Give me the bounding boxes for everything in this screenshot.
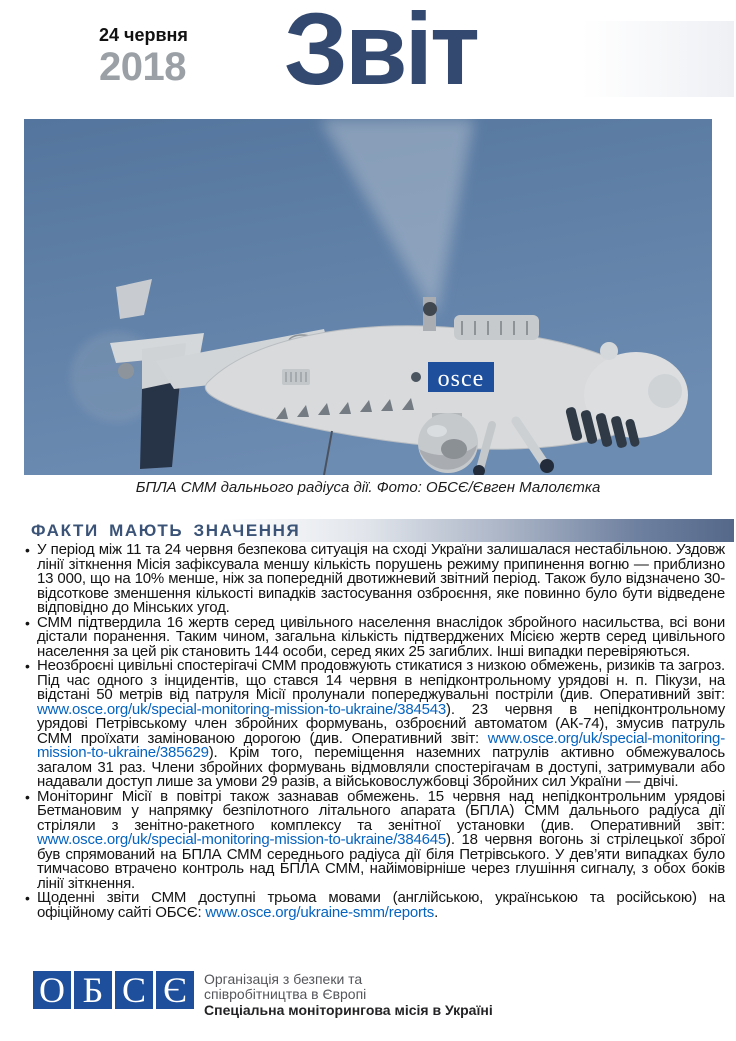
header-gradient-strip — [582, 21, 734, 97]
bullet-text: Щоденні звіти СММ доступні трьома мовами (англійською, українською та російською) на офіційному сайті ОБСЄ: — [37, 889, 725, 921]
footer-text — [204, 971, 493, 1018]
logo-letter-s: С — [115, 971, 153, 1009]
uav-photo — [24, 119, 712, 475]
bullet-item-restrictions — [37, 659, 725, 790]
bullet-item-casualties — [37, 613, 725, 660]
bullet-text: У період між 11 та 24 червня безпекова ситуація на сході України залишалася нестабільною. Уздовж лінії зіткнення Місія зафіксувала меншу кількість порушень режиму припинення вогню — приблизно 13 000, що на 10% менше, ніж за попередній двотижневий звітний період. Також було відзначено 30-відсоткове зменшення кількості випадків застосування озброєння, яке повинно було бути відведене відповідно до Мінських угод. — [37, 541, 725, 616]
bullet-text: ). 18 червня вогонь зі стрілецької зброї був спрямований на БПЛА СММ середнього радіуса дії біля Петрівського. У дев’яти випадках було тимчасово втрачено контроль над БПЛА СММ, найімовірніше через глушіння сигналу, з обох боків лінії зіткнення. — [37, 831, 725, 892]
photo-caption: БПЛА СММ дальнього радіуса дії. Фото: ОБСЄ/Євген Малолєтка — [135, 479, 601, 496]
report-date: 24 червня — [99, 25, 188, 45]
logo-letter-o: О — [33, 971, 71, 1009]
link-smm-reports[interactable]: www.osce.org/ukraine-smm/reports — [205, 903, 435, 921]
section-heading: ФАКТИ МАЮТЬ ЗНАЧЕННЯ — [31, 521, 301, 540]
org-name-line2: співробітництва в Європі — [204, 986, 367, 1003]
bullet-text: ). Крім того, переміщення наземних патрулів активно обмежувалось загалом 31 раз. Члени збройних формувань відмовляли спостерігачам в доступі, затримували або надавали доступ лише за умови 29 разів, а військовослужбовці Збройних сил України — двічі. — [37, 744, 725, 790]
date-block — [99, 26, 188, 87]
org-name-line1: Організація з безпеки та — [204, 971, 363, 987]
bullet-item-uav-monitoring — [37, 787, 725, 892]
bullet-list — [24, 543, 725, 920]
report-title: Звіт — [284, 0, 477, 106]
link-operational-report-384645[interactable]: www.osce.org/uk/special-monitoring-mission-to-ukraine/384645 — [37, 831, 447, 848]
osce-logo — [33, 971, 194, 1009]
logo-letter-b: Б — [74, 971, 112, 1009]
report-year: 2018 — [99, 45, 186, 89]
bullet-item-ceasefire — [37, 543, 725, 616]
link-operational-report-385629[interactable]: www.osce.org/uk/special-monitoring-mission-to-ukraine/385629 — [37, 729, 725, 761]
bullet-text: Неозброєні цивільні спостерігачі СММ продовжують стикатися з низкою обмежень, ризиків та загроз. Під час одного з інцидентів, що стався 14 червня в непідконтрольному урядові н. п. Пікузи, на відстані 50 метрів від патруля Місії пролунали попереджувальні постріли (див. Оперативний звіт: — [37, 657, 725, 703]
section-banner — [24, 519, 734, 542]
bullet-item-daily-reports — [37, 891, 725, 920]
link-operational-report-384543[interactable]: www.osce.org/uk/special-monitoring-mission-to-ukraine/384543 — [37, 700, 447, 718]
mission-name: Спеціальна моніторингова місія в Україні — [204, 1001, 493, 1018]
rotor-hub — [423, 302, 437, 316]
osce-watermark: osce — [437, 366, 485, 392]
bullet-text: ). 23 червня в непідконтрольному урядові Петрівському член збройних формувань, озброєний автоматом (АК-74), змусив патруль СММ проїхати замінованою дорогою (див. Оперативний звіт: — [37, 700, 725, 747]
bullet-text: . — [434, 903, 439, 921]
logo-letter-ye: Є — [156, 971, 194, 1009]
footer — [33, 971, 493, 1018]
bullet-text: СММ підтвердила 16 жертв серед цивільного населення внаслідок збройного насильства, всі вони дістали поранення. Таким чином, загальна кількість підтверджених Місією жертв серед цивільного населення за цей рік становить 144 особи, серед яких 25 загиблих. Інші випадки перевіряються. — [37, 613, 725, 660]
bullet-text: Моніторинг Місії в повітрі також зазнавав обмежень. 15 червня над непідконтрольним урядові Бетмановим у напрямку безпілотного літального апарата (БПЛА) СММ дальнього радіуса дії стріляли з зенітно-ракетного комплексу та зенітної установки (див. Оперативний звіт: — [37, 787, 725, 834]
